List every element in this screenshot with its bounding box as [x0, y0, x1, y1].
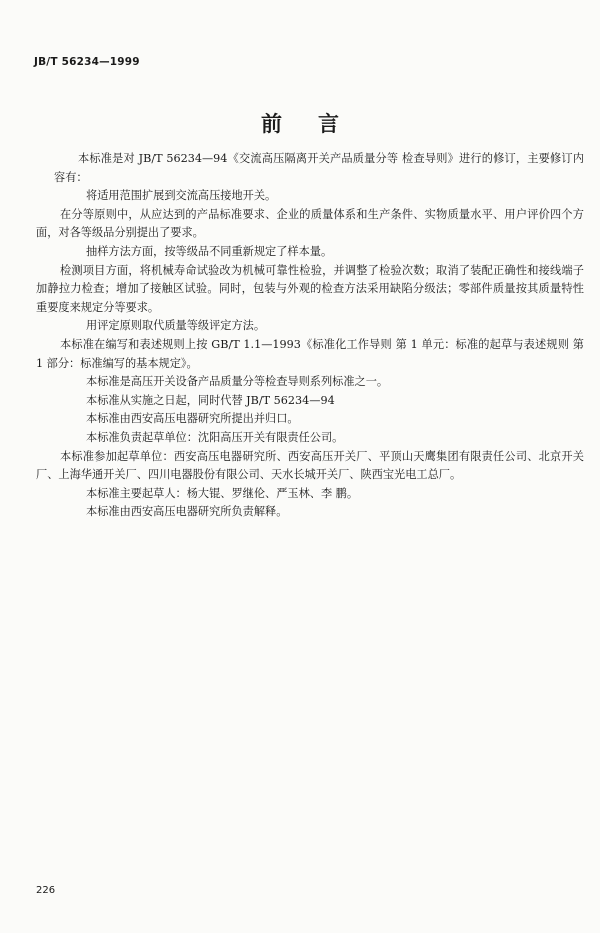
- paragraph-supersedes: 本标准从实施之日起，同时代替 JB/T 56234—94: [86, 393, 335, 407]
- page-title: 前言: [261, 112, 375, 136]
- paragraph-lead-drafter: 本标准负责起草单位：沈阳高压开关有限责任公司。: [86, 430, 344, 444]
- paragraph-authors: 本标准主要起草人：杨大锟、罗继伦、严玉林、李 鹏。: [86, 486, 359, 500]
- paragraph-proposer: 本标准由西安高压电器研究所提出并归口。: [86, 412, 299, 426]
- foreword-body: [36, 150, 584, 522]
- paragraph-interpretation: 本标准由西安高压电器研究所负责解释。: [86, 505, 288, 519]
- paragraph-sampling: 抽样方法方面，按等级品不同重新规定了样本量。: [86, 244, 333, 258]
- paragraph-participants: 本标准参加起草单位：西安高压电器研究所、西安高压开关厂、平顶山天鹰集团有限责任公司、北京开关厂、上海华通开关厂、四川电器股份有限公司、天水长城开关厂、陕西宝光电工总厂。: [36, 449, 584, 482]
- page-number: 226: [36, 885, 56, 896]
- paragraph-scope: 将适用范围扩展到交流高压接地开关。: [86, 189, 277, 203]
- paragraph-test-items: 检测项目方面，将机械寿命试验改为机械可靠性检验，并调整了检验次数；取消了装配正确性和接线端子加静拉力检查；增加了接触区试验。同时，包装与外观的检查方法采用缺陷分级法；零部件质量按其质量特性重要度来规定分等要求。: [36, 263, 584, 314]
- paragraph-series: 本标准是高压开关设备产品质量分等检查导则系列标准之一。: [86, 375, 389, 389]
- paragraph-evaluation: 用评定原则取代质量等级评定方法。: [86, 319, 266, 333]
- paragraph-intro: 本标准是对 JB/T 56234—94《交流高压隔离开关产品质量分等 检查导则》进行的修订，主要修订内容有：: [54, 152, 584, 184]
- paragraph-drafting-rules: 本标准在编写和表述规则上按 GB/T 1.1—1993《标准化工作导则 第 1 单元：标准的起草与表述规则 第 1 部分：标准编写的基本规定》。: [36, 337, 584, 370]
- paragraph-grading-principle: 在分等原则中，从应达到的产品标准要求、企业的质量体系和生产条件、实物质量水平、用户评价四个方面，对各等级品分别提出了要求。: [36, 207, 584, 240]
- document-code: JB/T 56234—1999: [34, 56, 140, 68]
